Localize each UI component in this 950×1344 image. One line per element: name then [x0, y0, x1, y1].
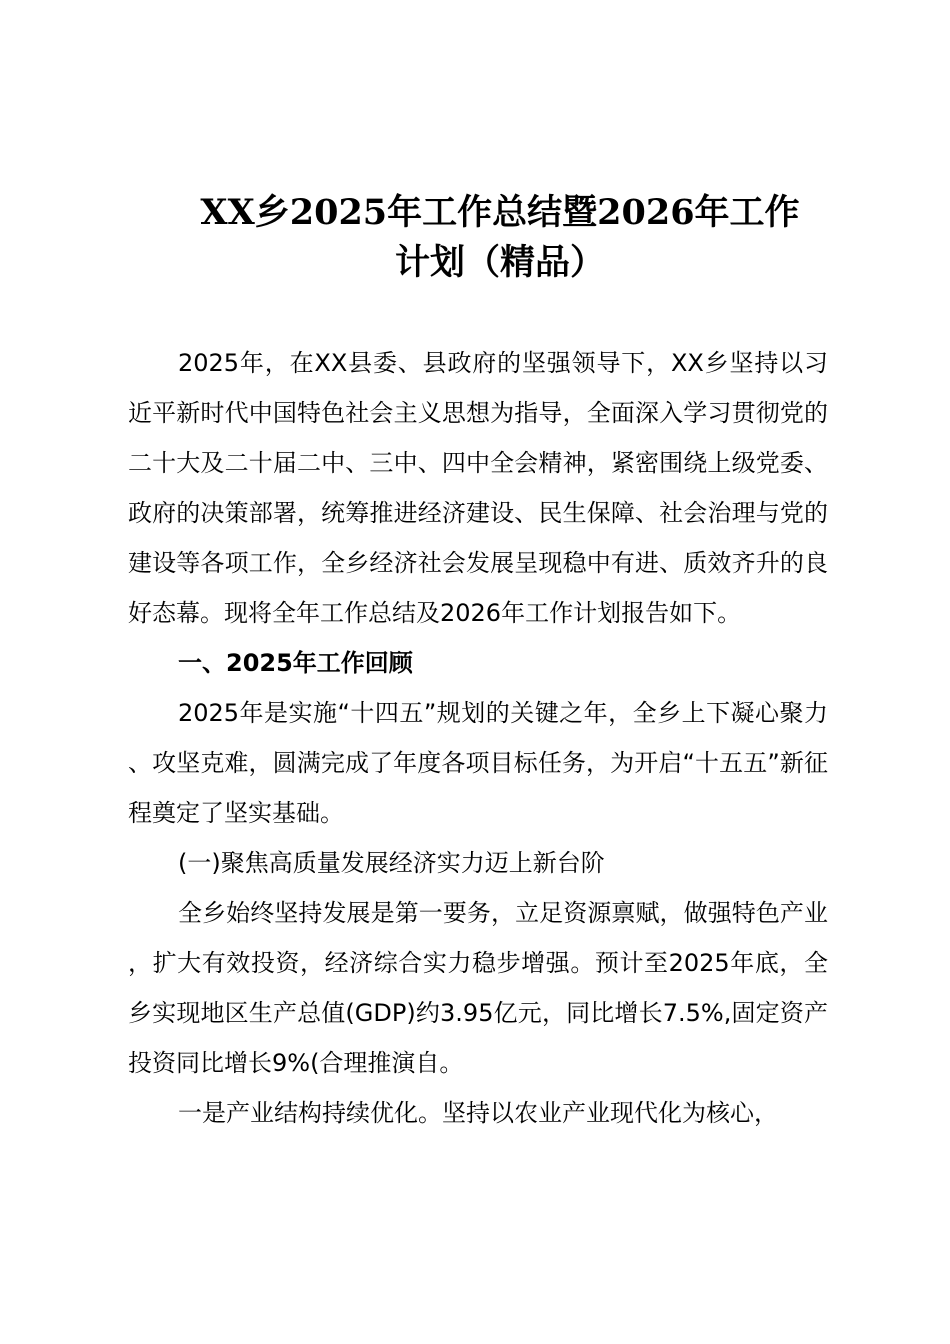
- economy-paragraph: 全乡始终坚持发展是第一要务，立足资源禀赋，做强特色产业，扩大有效投资，经济综合实力稳步增强。预计至2025年底，全乡实现地区生产总值(GDP)约3.95亿元，同比增长7.5%,固定资产投资同比增长9%(合理推演自。: [128, 899, 828, 1077]
- review-paragraph: 2025年是实施“十四五”规划的关键之年，全乡上下凝心聚力、攻坚克难，圆满完成了年度各项目标任务，为开启“十五五”新征程奠定了坚实基础。: [128, 699, 828, 827]
- section-heading-review: 一、2025年工作回顾: [178, 649, 413, 677]
- intro-paragraph: 2025年，在XX县委、县政府的坚强领导下，XX乡坚持以习近平新时代中国特色社会主义思想为指导，全面深入学习贯彻党的二十大及二十届二中、三中、四中全会精神，紧密围绕上级党委、政府的决策部署，统筹推进经济建设、民生保障、社会治理与党的建设等各项工作，全乡经济社会发展呈现稳中有进、质效齐升的良好态幕。现将全年工作总结及2026年工作计划报告如下。: [128, 349, 828, 627]
- document-title: [0, 188, 950, 288]
- subsection-heading-economy: (一)聚焦高质量发展经济实力迈上新台阶: [178, 849, 605, 877]
- industry-paragraph: 一是产业结构持续优化。坚持以农业产业现代化为核心，: [178, 1099, 778, 1127]
- title-line-1: XX乡2025年工作总结暨2026年工作: [200, 192, 800, 233]
- title-line-2: 计划（精品）: [394, 242, 605, 283]
- document-body: [128, 338, 828, 1138]
